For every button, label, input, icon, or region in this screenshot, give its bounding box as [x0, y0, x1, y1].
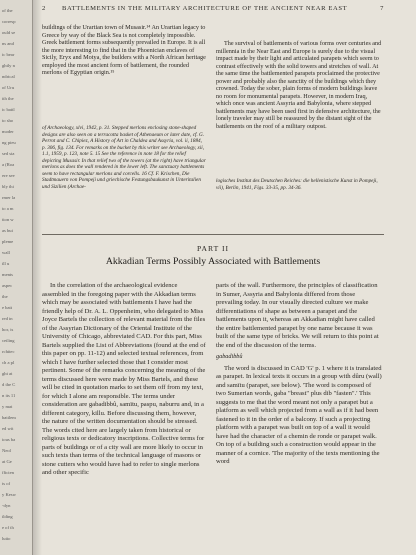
top-right-column: [216, 40, 382, 130]
prev-page-fragment: ic battl: [2, 107, 15, 112]
prev-page-fragment: the: [2, 294, 8, 299]
footnote-block-right: logisches Institut des Deutschen Reiches: die hellenistische Kunst in Pompeji, vii), Berlin, 1941, Figs. 33-35, pp. 34-36.: [216, 178, 378, 191]
prev-page-fragment: ndrical: [2, 74, 15, 79]
prev-page-fragment: sed sta: [2, 151, 15, 156]
prev-page-fragment: ghtly n: [2, 63, 15, 68]
prev-page-fragment: ious ba: [2, 437, 16, 442]
prev-page-fragment: n its 11: [2, 393, 16, 398]
top-left-footnotes: [42, 125, 206, 190]
gutter-shadow: [32, 0, 42, 555]
prev-page-fragment: d the C: [2, 382, 16, 387]
section-divider: [42, 234, 384, 235]
prev-page-fragment: ilding: [2, 514, 13, 519]
prev-page-fragment: ght at: [2, 371, 13, 376]
previous-page-edge: [0, 0, 33, 555]
prev-page-fragment: pleme: [2, 239, 14, 244]
prev-page-fragment: rmer la: [2, 195, 16, 200]
prev-page-fragment: ed wit: [2, 426, 14, 431]
prev-page-fragment: battlem: [2, 415, 16, 420]
prev-page-fragment: ts of: [2, 481, 11, 486]
prev-page-fragment: lutio: [2, 536, 11, 541]
prev-page-fragment: fficien: [2, 470, 14, 475]
prev-page-fragment: a (Roa: [2, 162, 15, 167]
page-number-right: 7: [380, 5, 384, 12]
prev-page-fragment: ng pieu: [2, 140, 16, 145]
intro-paragraph: In the correlation of the archaeological evidence assembled in the foregoing paper with the Akkadian terms which may be associated with battlements I have had the friendly help of Dr. A. L. Oppenheim, who delegated to Miss Joyce Bartels the collection of relevant material from the files of the Assyrian Dictionary of the Oriental Institute of the University of Chicago, abbreviated CAD. For this part, Miss Bartels supplied the List of Abbreviations (found at the end of this paper on pp. 11-12) and selected textual references, from which I have further selected those that I consider most pertinent. Some of the remarks concerning the meaning of the terms discussed here were made by Miss Bartels, and these will be cited in quotation marks to set them off from my text, for which I alone am responsible. The terms under consideration are gabadibbû, samītu, paspu, naburru and, in a different category, killu. Before discussing them, however, the nature of the written documentation should be stressed. The words cited here are largely taken from historical or religious texts or dedicatory inscriptions. Collective terms for parts of buildings or of a city wall are more likely to occur in such texts than terms of the technical language of masons or stone cutters who would have had to refer to single merlons and other specific: [42, 282, 206, 476]
prev-page-fragment: red in: [2, 316, 13, 321]
prev-page-fragment: moder: [2, 129, 14, 134]
prev-page-fragment: Neol: [2, 448, 11, 453]
prev-page-fragment: y mat: [2, 404, 13, 409]
prev-page-fragment: at Ge: [2, 459, 12, 464]
prev-page-fragment: to a m: [2, 206, 14, 211]
prev-page-fragment: -dyn: [2, 503, 11, 508]
prev-page-fragment: ceiling: [2, 338, 15, 343]
term-subheading: gabadibbû: [216, 353, 243, 360]
prev-page-fragment: tion w: [2, 217, 14, 222]
part-label: PART II: [196, 244, 230, 253]
top-left-paragraph: buildings of the Urartian town of Musasir.¹⁴ An Urartian legacy to Greece by way of the Black Sea is not completely impossible. Greek battlement forms subsequently prevailed in Europe. It is all the more interesting to find that in the Phoenician enclaves of Sicily, Eryx and Motya, the builders with a North African heritage employed the most ancient form of battlement, the rounded merlons of Egyptian origin.¹⁵: [42, 24, 206, 76]
prev-page-fragment: ith the: [2, 96, 14, 101]
prev-page-fragment: ill u: [2, 261, 10, 266]
top-right-footnotes: [216, 178, 382, 191]
part-title: Akkadian Terms Possibly Associated with Battlements: [105, 256, 321, 267]
prev-page-fragment: y Kesw: [2, 492, 16, 497]
bottom-left-column: [42, 282, 206, 478]
term-discussion-paragraph: The word is discussed in CAD 'G' p. 1 where it is translated as parapet. In lexical texts it occurs in a group with dûru (wall) and samītu (parapet, see below). 'The word is composed of two Sumerian words, gaba "breast" plus dib "fasten".' This suggests to me that the word meant not only a parapet but a platform as well which projected from a wall as if it had been fastened to it in the order of a balcony. If such a projecting platform with a parapet was built on top of a wall it would have had the character of a chemin de ronde or parapet walk. On top of a building such a construction would appear in the manner of a cornice. 'The majority of the texts mentioning the word: [216, 364, 382, 465]
running-head-title: BATTLEMENTS IN THE MILITARY ARCHITECTURE OF THE ANCIENT NEAR EAST: [62, 5, 348, 12]
prev-page-fragment: aspec: [2, 283, 13, 288]
prev-page-fragment: ns and: [2, 41, 14, 46]
prev-page-fragment: wall: [2, 250, 10, 255]
prev-page-fragment: ould se: [2, 30, 16, 35]
footnote-block-left: of Archaeology, xlvi, 1942, p. 31. Stepped merlons enclosing stone-shaped designs are also seen on a terracotta basket of Athenaeum or later date, cf. G. Perrot and C. Chipiez, A History of Art in Chaldea and Assyria, vol. ii, 1884, p. 306, fig. 134. For remarks on the bucket by this writer see Archaeology, xii, 1.1, 1959, p. 123, note 5. 15 See the reference in note 18 for the relief depicting Musasir. In that relief two of the towers (at the right) have triangular merlons as does the wall rendered in the lower left. The sanctuary battlements seem to have rectangular merlons and corcells. 16 Cf. F. Krischen, Die Stadtmauern von Pompeji und griechische Festungsbaukunst in Unteritalien und Sizilien (Archae-: [42, 125, 206, 190]
continuation-paragraph: parts of the wall. Furthermore, the principles of classification in Sumer, Assyria and Babylonia differed from those prevailing today. In our visually directed culture we make differentiations of shape as between a parapet and the battlements upon it, whereas an Akkadian might have called the entire battlemented parapet by one name because it was built of the same type of bricks. We will return to this point at the end of the discussion of the terms.: [216, 282, 379, 349]
running-head: [42, 5, 384, 15]
prev-page-fragment: of Uru: [2, 85, 15, 90]
prev-page-fragment: e batt: [2, 305, 13, 310]
prev-page-fragment: rchitec: [2, 349, 15, 354]
prev-page-fragment: ere see: [2, 173, 15, 178]
prev-page-fragment: ments: [2, 272, 13, 277]
prev-page-fragment: corresp: [2, 19, 16, 24]
prev-page-fragment: hor, is: [2, 327, 14, 332]
bottom-right-column: [216, 282, 382, 467]
prev-page-fragment: ic bear: [2, 52, 15, 57]
prev-page-fragment: e of th: [2, 525, 14, 530]
top-right-paragraph: The survival of battlements of various forms over centuries and millennia in the Near East and Europe is surely due to the visual impact made by their light and articulated parapets which seem to contrast effectively with the solid towers and stretches of wall. At the same time the battlemented parapets proclaimed the protective power and probably also the sanctity of the buildings which they crowned. Today the sober, plain forms of modern buildings leave no room for monumental parapets. However, in modern Iraq, which once was ancient Assyria and Babylonia, where stepped battlements may have been used first in defensive architecture, the lonely traveler may still be reassured by the distant sight of the battlements on the roof of a military outpost.: [216, 40, 382, 130]
prev-page-fragment: to sho: [2, 118, 14, 123]
prev-page-fragment: of the: [2, 8, 13, 13]
prev-page-fragment: as bui: [2, 228, 13, 233]
page-number-left: 2: [42, 5, 46, 12]
prev-page-fragment: ch a pl: [2, 360, 15, 365]
prev-page-fragment: bly thi: [2, 184, 14, 189]
top-left-column: [42, 24, 206, 77]
